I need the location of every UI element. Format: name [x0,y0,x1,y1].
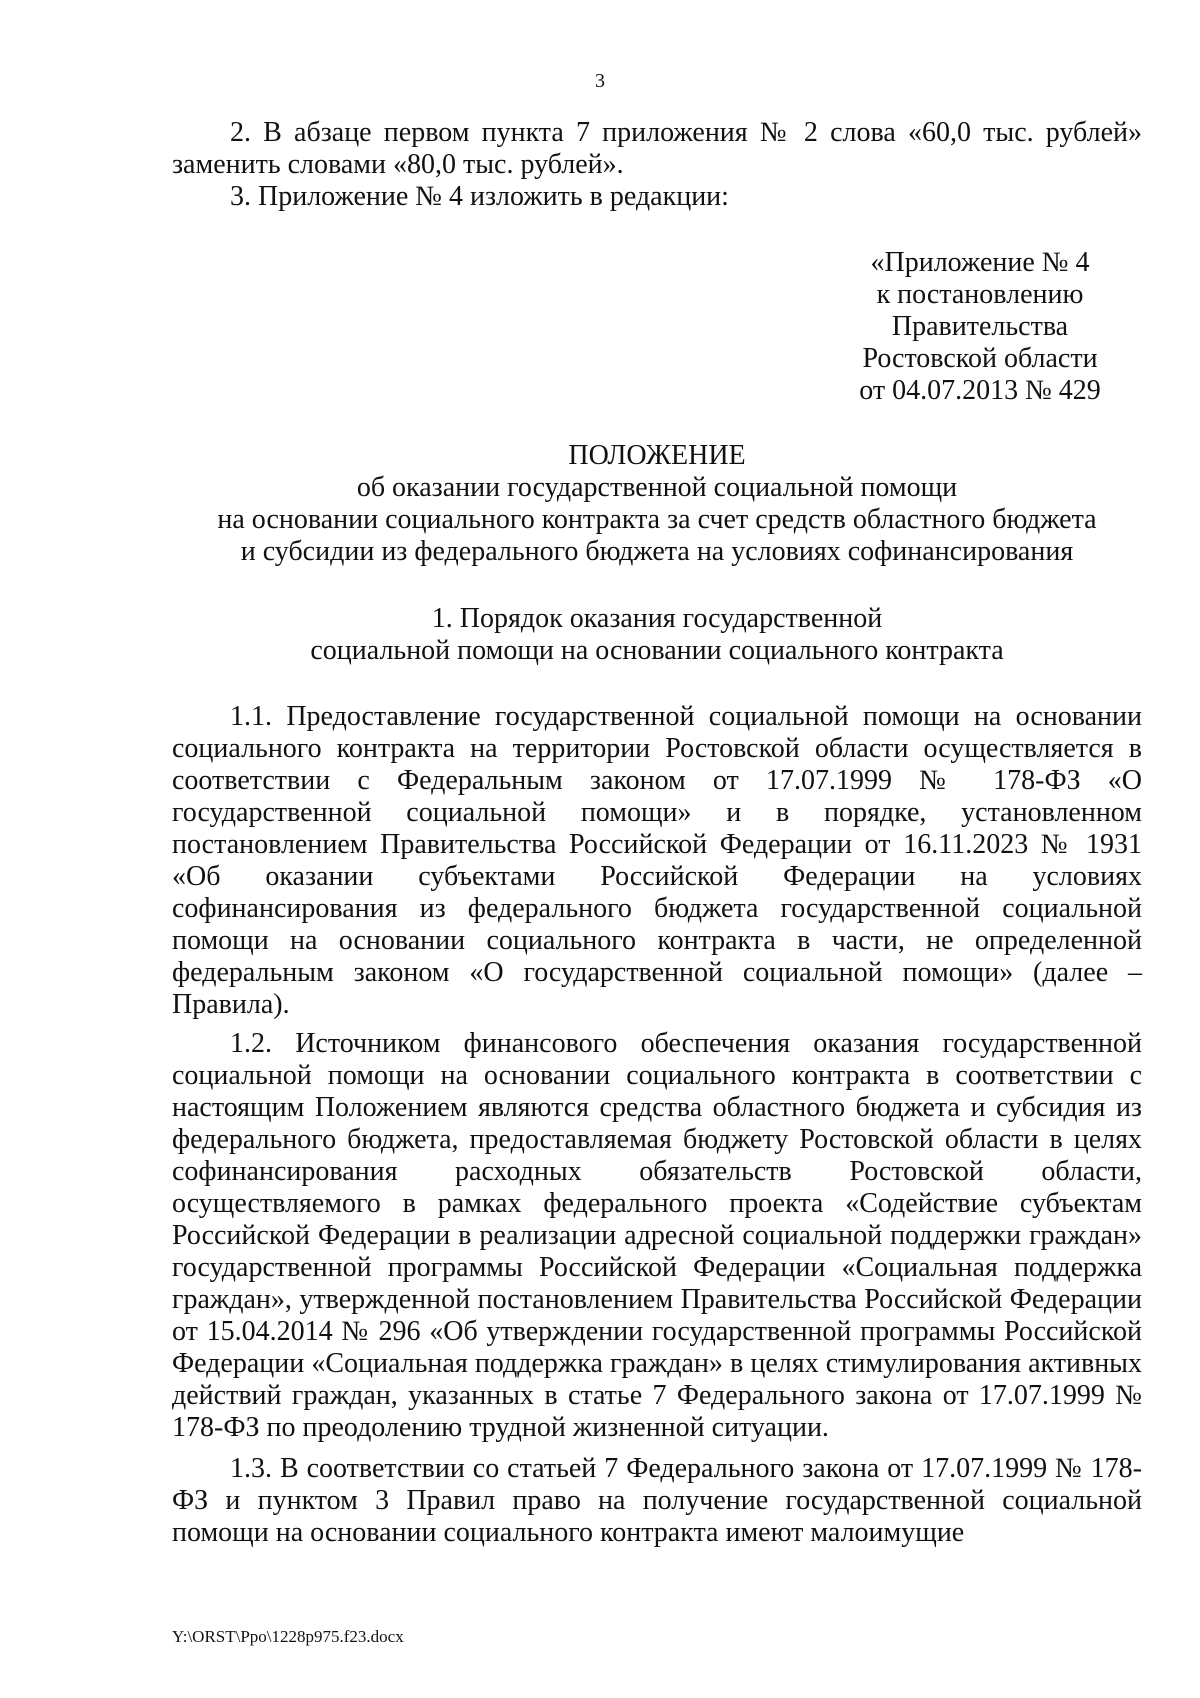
paragraph-1-1-text: 1.1. Предоставление государственной социальной помощи на основании социального контракта на территории Ростовской области осуществляется в соответствии с Федеральным законом от 17.07.1999 № 178-ФЗ «О государственной социальной помощи» и в порядке, установленном постановлением Правительства Российской Федерации от 16.11.2023 № 1931 «Об оказании субъектами Российской Федерации на условиях софинансирования из федерального бюджета государственной социальной помощи на основании социального контракта в части, не определенной федеральным законом «О государственной социальной помощи» (далее – Правила). [172,701,1142,1020]
title-line-3: и субсидии из федерального бюджета на условиях софинансирования [240,536,1074,567]
amendment-item-2-text: 2. В абзаце первом пункта 7 приложения № 2 слова «60,0 тыс. рублей» заменить словами «80,0 тыс. рублей». [172,117,1142,180]
appendix-line-4: Ростовской области [862,343,1098,374]
paragraph-1-3 [172,1453,1142,1549]
title-line-1: об оказании государственной социальной помощи [356,472,958,503]
document-title [172,440,1142,568]
section-1-heading-line-2: социальной помощи на основании социального контракта [310,635,1004,666]
section-1-heading-line-1: 1. Порядок оказания государственной [431,603,883,634]
appendix-line-3: Правительства [891,311,1069,342]
title-heading: ПОЛОЖЕНИЕ [568,440,746,471]
appendix-line-5: от 04.07.2013 № 429 [859,375,1101,406]
appendix-line-1: «Приложение № 4 [870,247,1090,278]
amendment-item-3 [172,181,1142,213]
paragraph-1-2 [172,1028,1142,1444]
title-line-2: на основании социального контракта за счет средств областного бюджета [217,504,1097,535]
section-1-heading [172,603,1142,667]
page-number: 3 [595,70,605,92]
paragraph-1-3-text: 1.3. В соответствии со статьей 7 Федерального закона от 17.07.1999 № 178-ФЗ и пунктом 3 Правил право на получение государственной социальной помощи на основании социального контракта имеют малоимущие [172,1453,1142,1548]
appendix-header [840,247,1120,407]
appendix-line-2: к постановлению [876,279,1084,310]
amendment-item-3-text: 3. Приложение № 4 изложить в редакции: [230,181,729,212]
paragraph-1-2-text: 1.2. Источником финансового обеспечения оказания государственной социальной помощи на основании социального контракта в соответствии с настоящим Положением являются средства областного бюджета и субсидия из федерального бюджета, предоставляемая бюджету Ростовской области в целях софинансирования расходных обязательств Ростовской области, осуществляемого в рамках федерального проекта «Содействие субъектам Российской Федерации в реализации адресной социальной поддержки граждан» государственной программы Российской Федерации «Социальная поддержка граждан», утвержденной постановлением Правительства Российской Федерации от 15.04.2014 № 296 «Об утверждении государственной программы Российской Федерации «Социальная поддержка граждан» в целях стимулирования активных действий граждан, указанных в статье 7 Федерального закона от 17.07.1999 № 178-ФЗ по преодолению трудной жизненной ситуации. [172,1028,1142,1443]
paragraph-1-1 [172,701,1142,1021]
footer-file-path: Y:\ORST\Ppo\1228p975.f23.docx [172,1627,404,1646]
amendment-item-2 [172,117,1142,181]
